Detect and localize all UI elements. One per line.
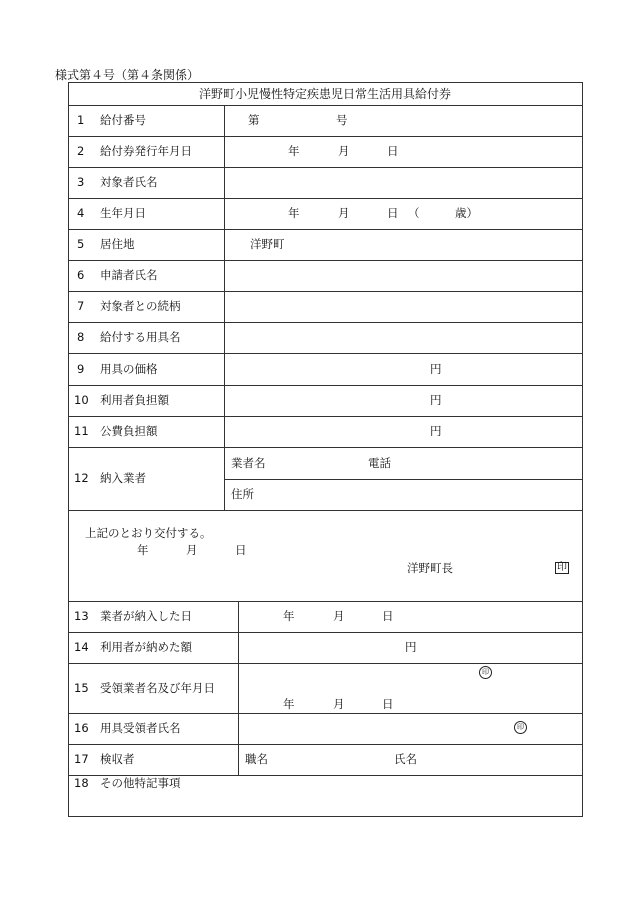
row-number: 16 [74, 721, 89, 735]
row-divider [68, 322, 582, 323]
row-number: 2 [77, 144, 85, 158]
field-value: 円 [430, 393, 442, 407]
field-value: （ [408, 206, 420, 220]
field-value: 業者名 [231, 456, 266, 470]
row-label: 利用者負担額 [100, 393, 169, 407]
row-label: 給付券発行年月日 [100, 144, 192, 158]
mayor-title: 洋野町長 [407, 561, 453, 575]
row-divider [68, 601, 582, 602]
row-divider [68, 510, 582, 511]
row-divider [68, 416, 582, 417]
field-value: 日 [382, 609, 394, 623]
row-number: 15 [74, 681, 89, 695]
row-number: 17 [74, 752, 89, 766]
row-number: 9 [77, 362, 85, 376]
field-value: 第 [248, 113, 260, 127]
row-label: その他特記事項 [100, 776, 181, 790]
row-label: 受領業者名及び年月日 [100, 681, 215, 695]
row-number: 8 [77, 330, 85, 344]
row-divider [68, 260, 582, 261]
row-divider [68, 713, 582, 714]
row-number: 12 [74, 471, 89, 485]
row-label: 検収者 [100, 752, 135, 766]
field-value: 日 [382, 697, 394, 711]
row-divider [68, 198, 582, 199]
form-number-header: 様式第４号（第４条関係） [55, 68, 200, 82]
row-divider [68, 447, 582, 448]
field-value: 月 [338, 144, 350, 158]
row-number: 10 [74, 393, 89, 407]
row-label: 対象者との続柄 [100, 299, 181, 313]
row-label: 利用者が納めた額 [100, 640, 192, 654]
field-value: 日 [387, 206, 399, 220]
vendor-seal: 印 [479, 666, 492, 679]
row-label: 納入業者 [100, 471, 146, 485]
row-number: 4 [77, 206, 85, 220]
row-label: 申請者氏名 [100, 268, 158, 282]
row-divider [68, 291, 582, 292]
row-number: 11 [74, 424, 89, 438]
voucher-table [68, 82, 583, 817]
field-value: 年 [288, 206, 300, 220]
issue-statement: 上記のとおり交付する。 [85, 526, 212, 540]
form-title: 洋野町小児慢性特定疾患児日常生活用具給付券 [198, 87, 451, 101]
row-label: 給付する用具名 [100, 330, 181, 344]
field-value: 日 [387, 144, 399, 158]
recipient-seal: 印 [514, 721, 527, 734]
column-divider [238, 601, 239, 775]
row-divider [68, 632, 582, 633]
field-value: 洋野町 [250, 237, 285, 251]
field-value: 年 [283, 697, 295, 711]
row-divider [68, 385, 582, 386]
issue-day: 日 [235, 543, 247, 557]
row-number: 13 [74, 609, 89, 623]
row-divider [224, 479, 582, 480]
row-divider [68, 167, 582, 168]
field-value: 円 [430, 362, 442, 376]
row-number: 7 [77, 299, 85, 313]
row-divider [68, 663, 582, 664]
field-value: 月 [333, 697, 345, 711]
field-value: 歳） [455, 206, 478, 220]
row-number: 18 [74, 776, 89, 790]
row-label: 用具受領者氏名 [100, 721, 181, 735]
row-divider [68, 105, 582, 106]
row-label: 給付番号 [100, 113, 146, 127]
field-value: 月 [333, 609, 345, 623]
row-divider [68, 353, 582, 354]
mayor-seal: 印 [557, 562, 567, 573]
issue-month: 月 [186, 543, 198, 557]
field-value: 職名 [245, 752, 268, 766]
field-value: 号 [336, 113, 348, 127]
field-value: 氏名 [394, 752, 417, 766]
row-label: 公費負担額 [100, 424, 158, 438]
field-value: 年 [288, 144, 300, 158]
field-value: 電話 [368, 456, 391, 470]
row-label: 業者が納入した日 [100, 609, 192, 623]
row-number: 1 [77, 113, 85, 127]
field-value: 住所 [231, 487, 254, 501]
row-divider [68, 744, 582, 745]
field-value: 円 [430, 424, 442, 438]
field-value: 円 [405, 640, 417, 654]
row-number: 14 [74, 640, 89, 654]
row-label: 用具の価格 [100, 362, 158, 376]
row-label: 対象者氏名 [100, 175, 158, 189]
issue-year: 年 [137, 543, 149, 557]
row-number: 5 [77, 237, 85, 251]
column-divider [224, 105, 225, 510]
row-number: 3 [77, 175, 85, 189]
row-divider [68, 136, 582, 137]
row-divider [68, 229, 582, 230]
field-value: 月 [338, 206, 350, 220]
row-label: 居住地 [100, 237, 135, 251]
row-number: 6 [77, 268, 85, 282]
field-value: 年 [283, 609, 295, 623]
row-label: 生年月日 [100, 206, 146, 220]
